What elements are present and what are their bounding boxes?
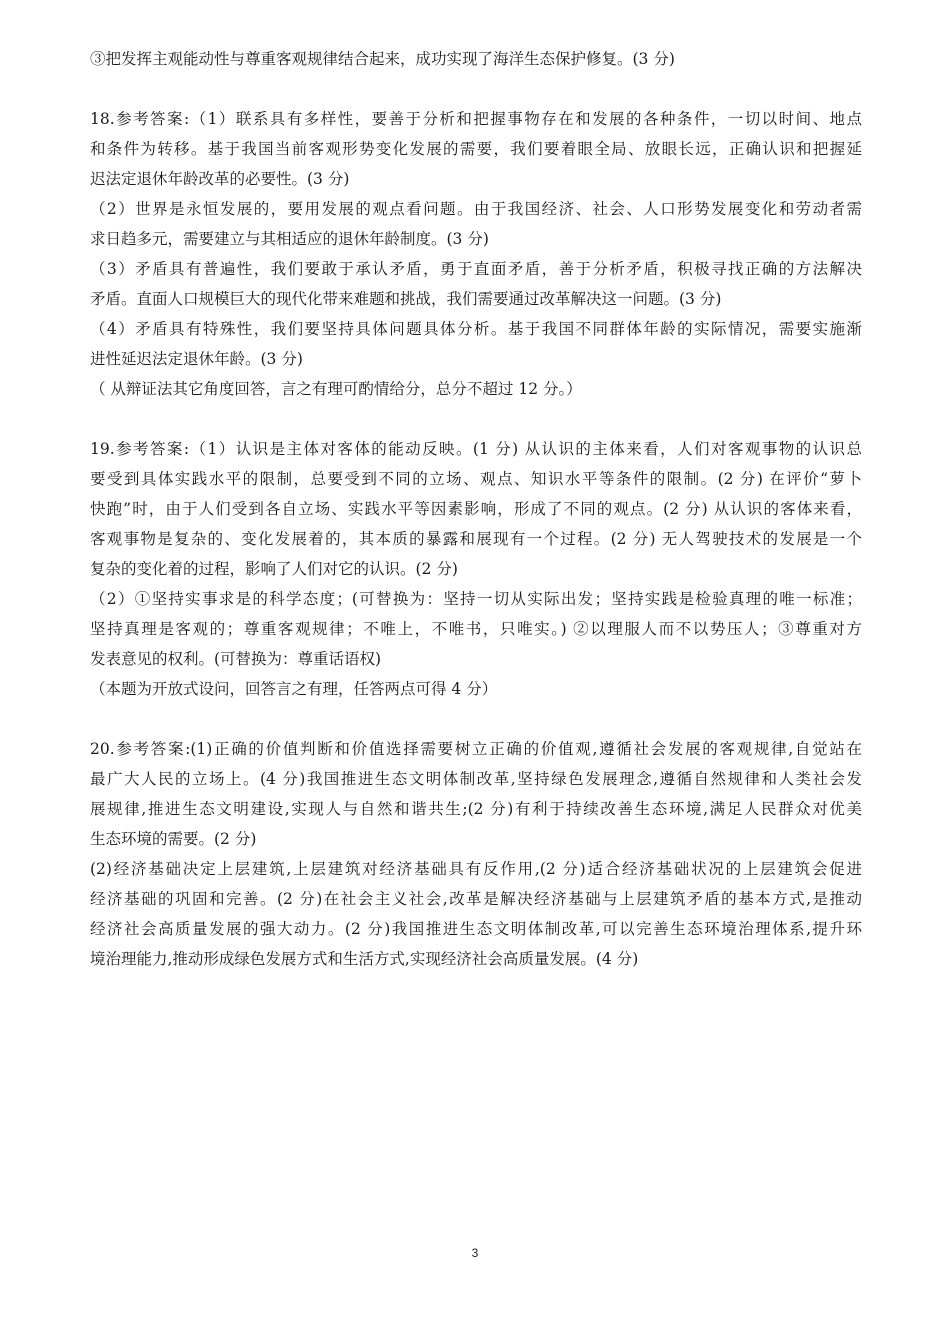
text-line: （2）①坚持实事求是的科学态度；(可替换为：坚持一切从实际出发；坚持实践是检验真理的唯一标准； <box>90 590 862 608</box>
text-line: 客观事物是复杂的、变化发展着的，其本质的暴露和展现有一个过程。(2 分) 无人驾驶技术的发展是一个 <box>90 530 862 548</box>
text-line: （4）矛盾具有特殊性，我们要坚持具体问题具体分析。基于我国不同群体年龄的实际情况，需要实施渐 <box>90 320 862 338</box>
answer-block-q17-tail <box>90 44 862 74</box>
text-line: 20.参考答案:(1)正确的价值判断和价值选择需要树立正确的价值观,遵循社会发展的客观规律,自觉站在 <box>90 740 862 758</box>
document-page <box>90 44 862 974</box>
text-line: （3）矛盾具有普遍性，我们要敢于承认矛盾，勇于直面矛盾，善于分析矛盾，积极寻找正确的方法解决 <box>90 260 862 278</box>
text-line: 快跑”时，由于人们受到各自立场、实践水平等因素影响，形成了不同的观点。(2 分) 从认识的客体来看， <box>90 500 862 518</box>
page-number: 3 <box>471 1246 479 1260</box>
text-line: ③把发挥主观能动性与尊重客观规律结合起来，成功实现了海洋生态保护修复。(3 分) <box>90 50 675 68</box>
text-line: (2)经济基础决定上层建筑,上层建筑对经济基础具有反作用,(2 分)适合经济基础状况的上层建筑会促进 <box>90 860 862 878</box>
answer-block-q19 <box>90 434 862 704</box>
text-line: 和条件为转移。基于我国当前客观形势变化发展的需要，我们要着眼全局、放眼长远，正确认识和把握延 <box>90 140 862 158</box>
text-line: 经济基础的巩固和完善。(2 分)在社会主义社会,改革是解决经济基础与上层建筑矛盾的基本方式,是推动 <box>90 890 862 908</box>
text-line: 18.参考答案:（1）联系具有多样性，要善于分析和把握事物存在和发展的各种条件，一切以时间、地点 <box>90 110 862 128</box>
answer-block-q20 <box>90 734 862 974</box>
text-line: 发表意见的权利。(可替换为：尊重话语权) <box>90 650 382 668</box>
text-line: （2）世界是永恒发展的，要用发展的观点看问题。由于我国经济、社会、人口形势发展变化和劳动者需 <box>90 200 862 218</box>
scoring-note: （ 从辩证法其它角度回答，言之有理可酌情给分，总分不超过 12 分。） <box>90 380 582 398</box>
text-line: 进性延迟法定退休年龄。(3 分) <box>90 350 303 368</box>
paragraph-gap <box>90 704 862 734</box>
scoring-note: （本题为开放式设问，回答言之有理，任答两点可得 4 分） <box>90 680 498 698</box>
text-line: 迟法定退休年龄改革的必要性。(3 分) <box>90 170 350 188</box>
answer-block-q18 <box>90 104 862 404</box>
text-line: 展规律,推进生态文明建设,实现人与自然和谐共生;(2 分)有利于持续改善生态环境,满足人民群众对优美 <box>90 800 862 818</box>
text-line: 坚持真理是客观的；尊重客观规律；不唯上，不唯书，只唯实。) ②以理服人而不以势压人；③尊重对方 <box>90 620 862 638</box>
text-line: 要受到具体实践水平的限制，总要受到不同的立场、观点、知识水平等条件的限制。(2 分) 在评价“萝卜 <box>90 470 862 488</box>
text-line: 最广大人民的立场上。(4 分)我国推进生态文明体制改革,坚持绿色发展理念,遵循自然规律和人类社会发 <box>90 770 862 788</box>
text-line: 境治理能力,推动形成绿色发展方式和生活方式,实现经济社会高质量发展。(4 分) <box>90 950 639 968</box>
text-line: 求日趋多元，需要建立与其相适应的退休年龄制度。(3 分) <box>90 230 489 248</box>
text-line: 19.参考答案:（1）认识是主体对客体的能动反映。(1 分) 从认识的主体来看，人们对客观事物的认识总 <box>90 440 862 458</box>
paragraph-gap <box>90 404 862 434</box>
text-line: 复杂的变化着的过程，影响了人们对它的认识。(2 分) <box>90 560 458 578</box>
text-line: 经济社会高质量发展的强大动力。(2 分)我国推进生态文明体制改革,可以完善生态环境治理体系,提升环 <box>90 920 862 938</box>
text-line: 矛盾。直面人口规模巨大的现代化带来难题和挑战，我们需要通过改革解决这一问题。(3 分) <box>90 290 722 308</box>
paragraph-gap <box>90 74 862 104</box>
text-line: 生态环境的需要。(2 分) <box>90 830 257 848</box>
